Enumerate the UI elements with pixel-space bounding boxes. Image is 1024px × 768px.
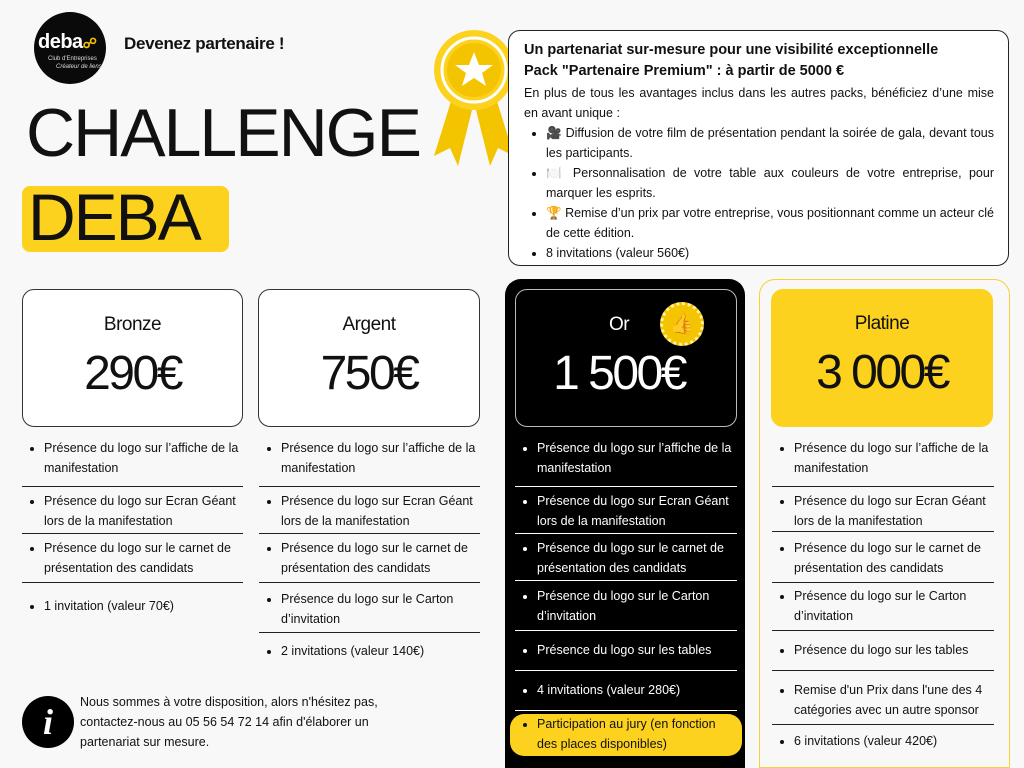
divider — [259, 486, 480, 487]
info-icon: i — [22, 696, 74, 748]
list-item: • Présence du logo sur Ecran Géant lors de la manifestation — [537, 491, 737, 531]
divider — [772, 630, 994, 631]
divider — [259, 632, 480, 633]
list-item: • Présence du logo sur l’affiche de la manifestation — [537, 438, 737, 478]
tier-price: 750€ — [320, 347, 418, 400]
list-item: • 4 invitations (valeur 280€) — [537, 680, 737, 700]
divider — [772, 531, 994, 532]
tier-card-or — [515, 289, 737, 427]
tier-card-platine — [771, 289, 993, 427]
divider — [259, 533, 480, 534]
divider — [22, 486, 243, 487]
list-item: • Présence du logo sur l’affiche de la manifestation — [281, 438, 480, 478]
list-item: • Présence du logo sur les tables — [794, 640, 994, 660]
premium-intro: En plus de tous les avantages inclus dans les autres packs, bénéficiez d’une mise en avant unique : — [524, 86, 994, 120]
divider — [515, 533, 737, 534]
divider — [772, 486, 994, 487]
list-item: • 1 invitation (valeur 70€) — [44, 596, 243, 616]
tier-name: Platine — [854, 313, 910, 334]
tier-name: Bronze — [103, 314, 162, 335]
chain-link-icon: ☍ — [82, 35, 97, 51]
list-item: • Présence du logo sur Ecran Géant lors de la manifestation — [794, 491, 994, 531]
list-item: • Présence du logo sur les tables — [537, 640, 737, 660]
divider — [772, 724, 994, 725]
tier-card-argent — [258, 289, 480, 427]
list-item: • Présence du logo sur Ecran Géant lors de la manifestation — [44, 491, 243, 531]
list-item: • Présence du logo sur l’affiche de la manifestation — [44, 438, 243, 478]
argent-feature-list — [259, 438, 480, 478]
list-item: • Présence du logo sur le carnet de présentation des candidats — [44, 538, 243, 578]
page-title-deba: DEBA — [28, 180, 200, 254]
list-item: • Présence du logo sur Ecran Géant lors de la manifestation — [281, 491, 480, 531]
list-item: • Présence du logo sur le carnet de présentation des candidats — [537, 538, 737, 578]
premium-item: • 🎥 Diffusion de votre film de présentation pendant la soirée de gala, devant tous les participants. — [546, 123, 994, 163]
tier-price: 3 000€ — [816, 346, 948, 399]
list-item: • Présence du logo sur le carnet de présentation des candidats — [281, 538, 480, 578]
list-item: • Présence du logo sur le carnet de présentation des candidats — [794, 538, 994, 578]
tier-name: Or — [608, 314, 630, 335]
list-item: • Présence du logo sur le Carton d’invitation — [537, 586, 737, 626]
award-ribbon-icon — [428, 28, 520, 166]
deba-logo — [34, 12, 106, 84]
or-feature-list — [515, 438, 737, 478]
logo-motto: Créateur de liens — [56, 64, 102, 70]
divider — [259, 582, 480, 583]
divider — [515, 710, 737, 711]
tier-price: 1 500€ — [553, 347, 685, 400]
premium-item: • 🏆 Remise d’un prix par votre entreprise, vous positionnant comme un acteur clé de cette édition. — [546, 203, 994, 243]
list-item: • Présence du logo sur le Carton d’invitation — [794, 586, 994, 626]
divider — [22, 533, 243, 534]
premium-pack-box — [508, 30, 1009, 266]
divider — [772, 670, 994, 671]
page-title: CHALLENGE — [26, 95, 420, 171]
contact-text: Nous sommes à votre disposition, alors n'hésitez pas, contactez-nous au 05 56 54 72 14 afin d'élaborer un partenariat sur mesure. — [80, 695, 378, 749]
divider — [22, 582, 243, 583]
bronze-feature-list — [22, 438, 243, 478]
divider — [772, 582, 994, 583]
page-subtitle: Devenez partenaire ! — [124, 34, 285, 53]
divider — [515, 670, 737, 671]
list-item: • 6 invitations (valeur 420€) — [794, 731, 994, 751]
thumbs-up-icon: 👍 — [660, 302, 704, 346]
logo-tagline: Club d'Entreprises — [48, 56, 97, 62]
divider — [515, 486, 737, 487]
premium-list — [524, 123, 994, 263]
divider — [515, 580, 737, 581]
list-item: • 2 invitations (valeur 140€) — [281, 641, 480, 661]
list-item: • Présence du logo sur l’affiche de la manifestation — [794, 438, 994, 478]
premium-heading: Un partenariat sur-mesure pour une visibilité exceptionnelle — [524, 42, 939, 58]
tier-name: Argent — [342, 314, 396, 335]
tier-card-bronze — [22, 289, 243, 427]
divider — [515, 630, 737, 631]
tier-price: 290€ — [84, 347, 181, 400]
premium-pack-title: Pack "Partenaire Premium" : à partir de 5000 € — [524, 63, 845, 79]
premium-item: • 🍽️ Personnalisation de votre table aux couleurs de votre entreprise, pour marquer les esprits. — [546, 163, 994, 203]
premium-item: • 8 invitations (valeur 560€) — [546, 243, 994, 263]
list-item: • Présence du logo sur le Carton d’invitation — [281, 589, 480, 629]
list-item: • Participation au jury (en fonction des places disponibles) — [537, 714, 737, 754]
platine-feature-list — [772, 438, 994, 478]
list-item: • Remise d'un Prix dans l'une des 4 catégories avec un autre sponsor — [794, 680, 994, 720]
logo-brand: deba — [38, 31, 83, 53]
